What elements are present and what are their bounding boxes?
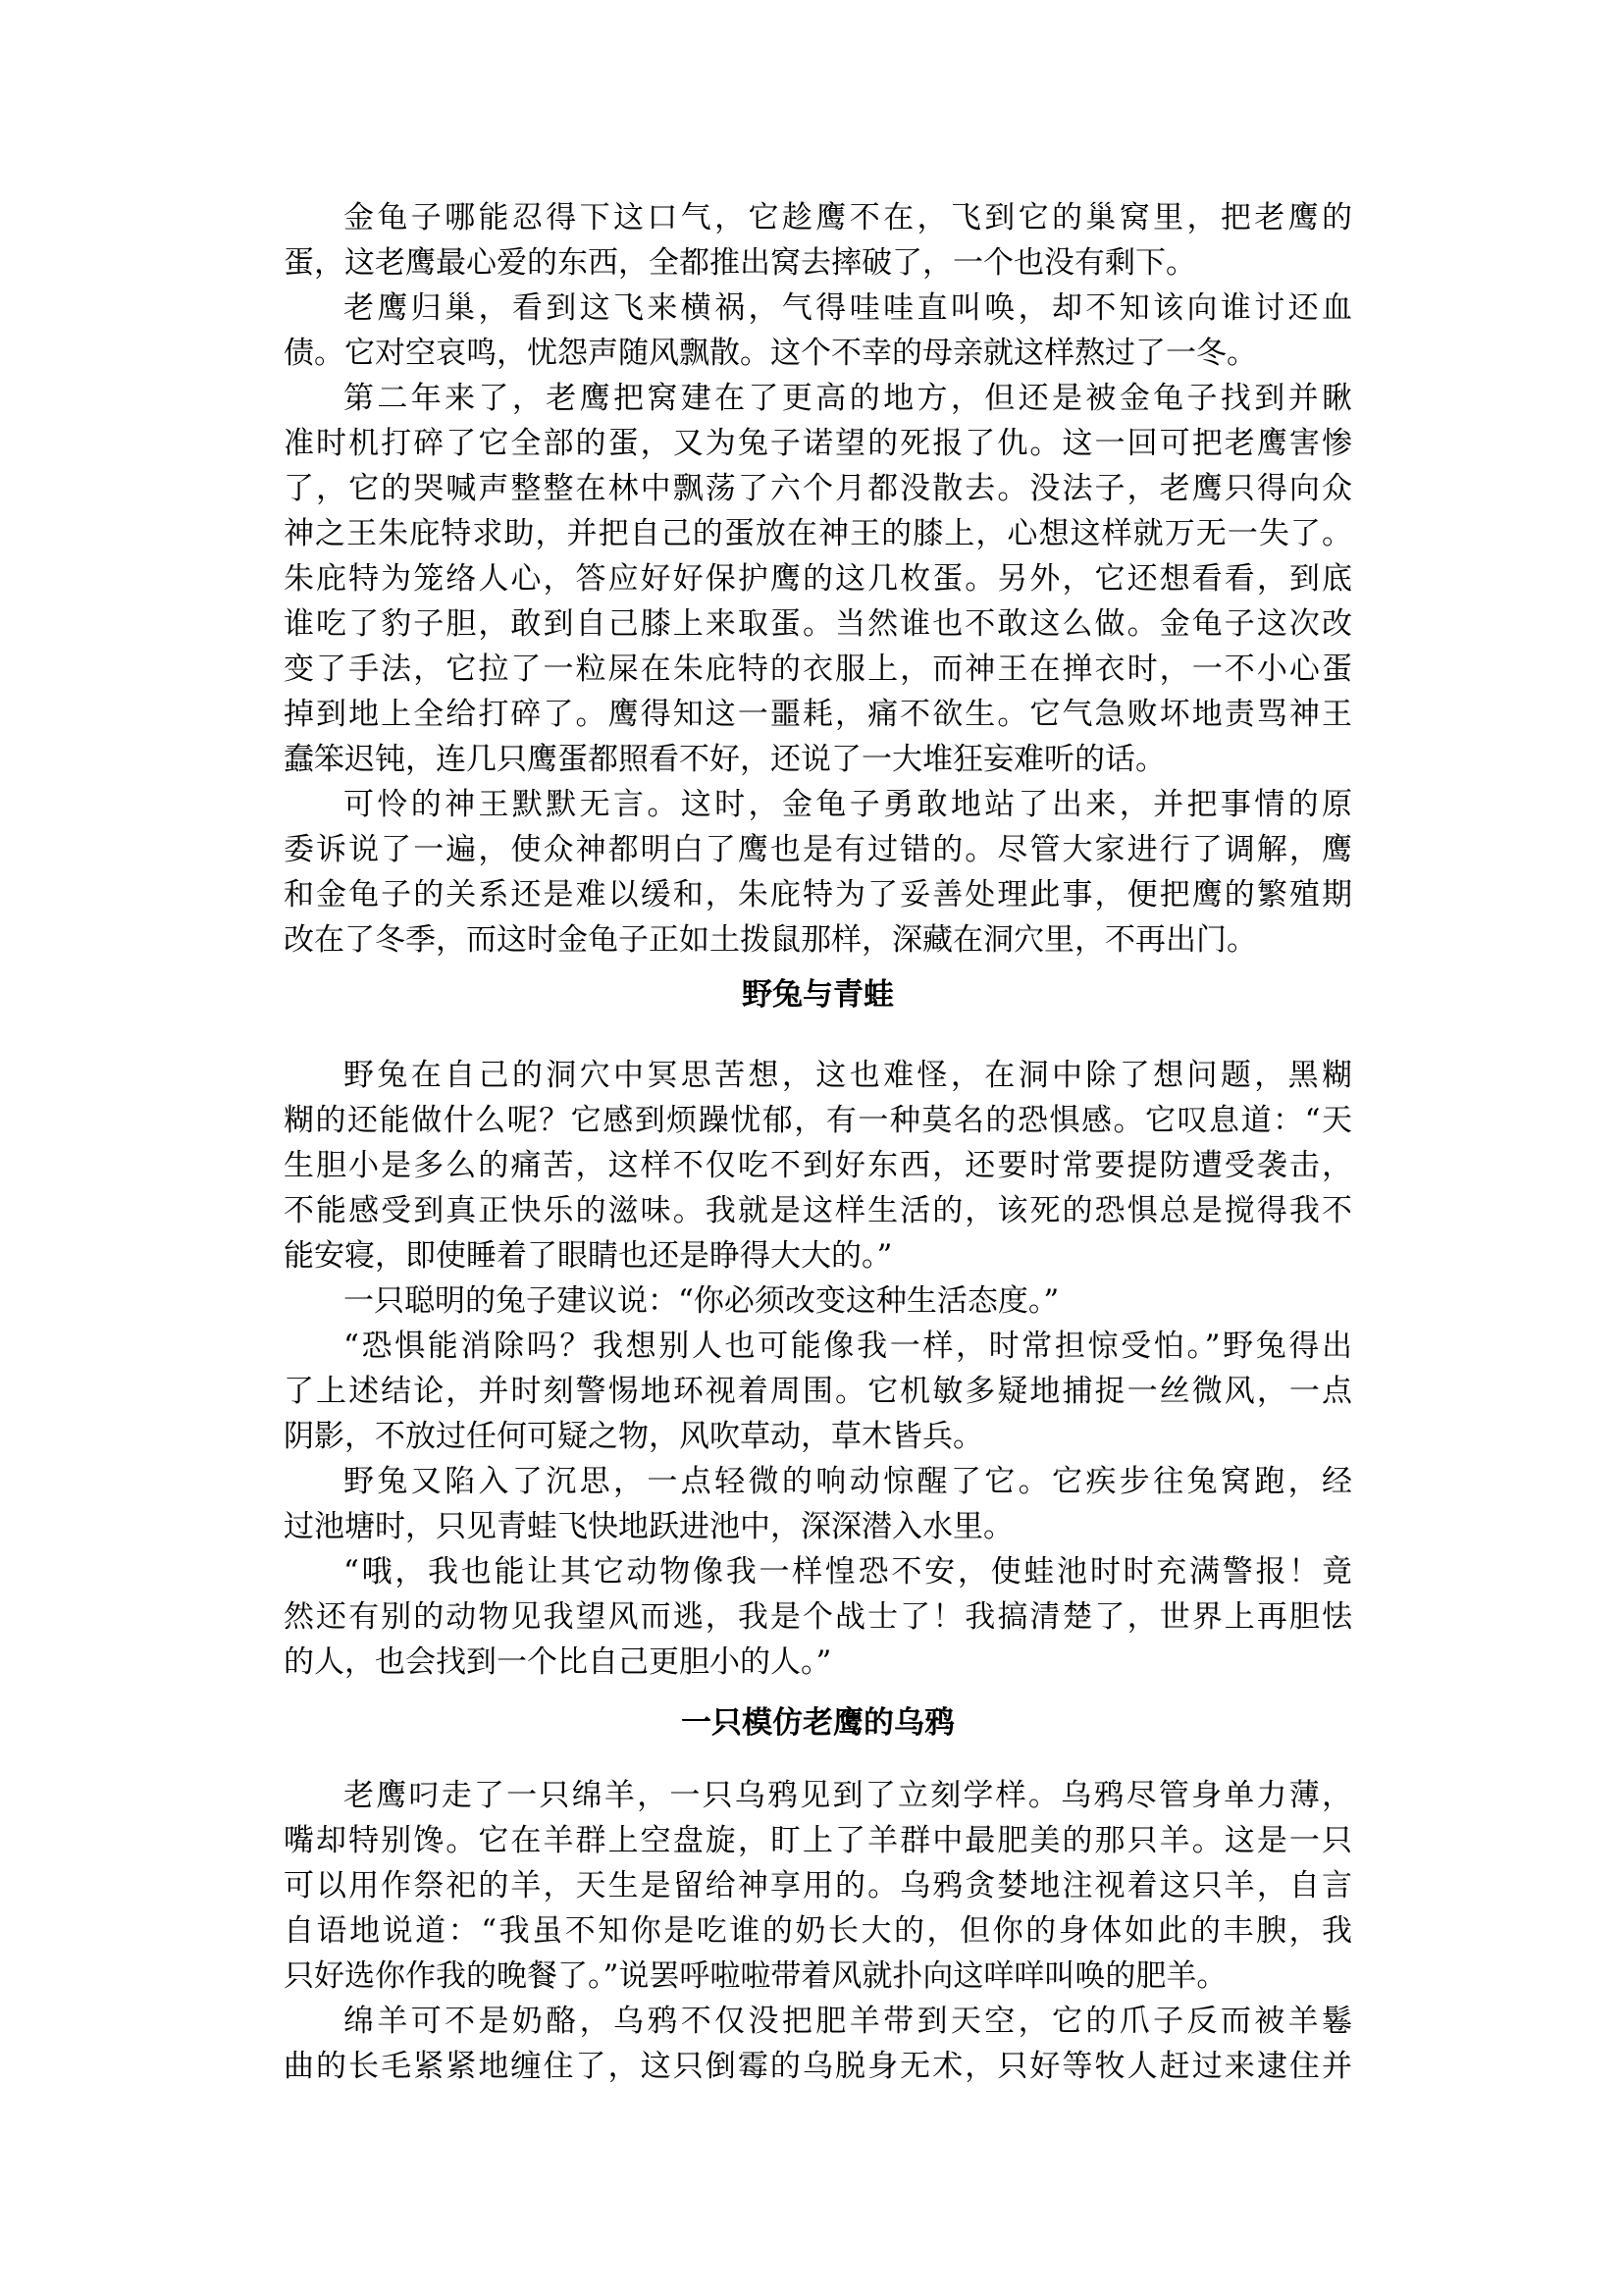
- text-line: 老鹰归巢，看到这飞来横祸，气得哇哇直叫唤，却不知该向谁讨还血: [343, 290, 1352, 326]
- text-line: 蛋，这老鹰最心爱的东西，全都推出窝去摔破了，一个也没有剩下。: [284, 245, 1196, 281]
- text-line: 变了手法，它拉了一粒屎在朱庇特的衣服上，而神王在掸衣时，一不小心蛋: [284, 652, 1352, 687]
- text-line: 掉到地上全给打碎了。鹰得知这一噩耗，痛不欲生。它气急败坏地责骂神王: [284, 697, 1352, 732]
- text-line: 曲的长毛紧紧地缠住了，这只倒霉的乌脱身无术，只好等牧人赶过来逮住并: [284, 2049, 1352, 2084]
- section-title: 野兔与青蛙: [742, 977, 894, 1013]
- text-line: 绵羊可不是奶酪，乌鸦不仅没把肥羊带到天空，它的爪子反而被羊鬈: [343, 2004, 1352, 2039]
- text-line: “恐惧能消除吗？我想别人也可能像我一样，时常担惊受怕。”野兔得出: [343, 1329, 1352, 1364]
- text-line: 自语地说道：“我虽不知你是吃谁的奶长大的，但你的身体如此的丰腴，我: [284, 1913, 1352, 1949]
- text-line: 委诉说了一遍，使众神都明白了鹰也是有过错的。尽管大家进行了调解，鹰: [284, 832, 1352, 867]
- text-line: 阴影，不放过任何可疑之物，风吹草动，草木皆兵。: [284, 1419, 983, 1454]
- text-line: 然还有别的动物见我望风而逃，我是个战士了！我搞清楚了，世界上再胆怯: [284, 1599, 1352, 1635]
- text-line: 改在了冬季，而这时金龟子正如土拨鼠那样，深藏在洞穴里，不再出门。: [284, 922, 1257, 958]
- text-line: 了上述结论，并时刻警惕地环视着周围。它机敏多疑地捕捉一丝微风，一点: [284, 1374, 1352, 1409]
- text-line: 第二年来了，老鹰把窝建在了更高的地方，但还是被金龟子找到并瞅: [343, 381, 1352, 416]
- text-line: 准时机打碎了它全部的蛋，又为兔子诺望的死报了仇。这一回可把老鹰害惨: [284, 426, 1352, 461]
- text-line: 神之王朱庇特求助，并把自己的蛋放在神王的膝上，心想这样就万无一失了。: [284, 516, 1352, 551]
- text-line: 朱庇特为笼络人心，答应好好保护鹰的这几枚蛋。另外，它还想看看，到底: [284, 561, 1352, 597]
- text-line: 野兔又陷入了沉思，一点轻微的响动惊醒了它。它疾步往兔窝跑，经: [343, 1464, 1352, 1499]
- text-line: “哦，我也能让其它动物像我一样惶恐不安，使蛙池时时充满警报！竟: [343, 1554, 1352, 1590]
- text-line: 了，它的哭喊声整整在林中飘荡了六个月都没散去。没法子，老鹰只得向众: [284, 471, 1352, 506]
- text-line: 谁吃了豹子胆，敢到自己膝上来取蛋。当然谁也不敢这么做。金龟子这次改: [284, 606, 1352, 642]
- text-line: 糊的还能做什么呢？它感到烦躁忧郁，有一种莫名的恐惧感。它叹息道：“天: [284, 1103, 1352, 1138]
- text-line: 可以用作祭祀的羊，天生是留给神享用的。乌鸦贪婪地注视着这只羊，自言: [284, 1868, 1352, 1903]
- text-line: 嘴却特别馋。它在羊群上空盘旋，盯上了羊群中最肥美的那只羊。这是一只: [284, 1823, 1352, 1858]
- text-line: 能安寝，即使睡着了眼睛也还是睁得大大的。”: [284, 1238, 893, 1274]
- text-line: 野兔在自己的洞穴中冥思苦想，这也难怪，在洞中除了想问题，黑糊: [343, 1058, 1352, 1093]
- text-line: 一只聪明的兔子建议说：“你必须改变这种生活态度。”: [343, 1283, 1060, 1319]
- text-line: 金龟子哪能忍得下这口气，它趁鹰不在，飞到它的巢窝里，把老鹰的: [343, 200, 1352, 235]
- text-line: 可怜的神王默默无言。这时，金龟子勇敢地站了出来，并把事情的原: [343, 787, 1352, 822]
- text-line: 老鹰叼走了一只绵羊，一只乌鸦见到了立刻学样。乌鸦尽管身单力薄，: [343, 1778, 1352, 1813]
- text-line: 过池塘时，只见青蛙飞快地跃进池中，深深潜入水里。: [284, 1509, 1014, 1544]
- text-line: 生胆小是多么的痛苦，这样不仅吃不到好东西，还要时常要提防遭受袭击，: [284, 1148, 1352, 1183]
- text-line: 的人，也会找到一个比自己更胆小的人。”: [284, 1644, 832, 1680]
- text-line: 债。它对空哀鸣，忧怨声随风飘散。这个不幸的母亲就这样熬过了一冬。: [284, 336, 1257, 371]
- text-line: 不能感受到真正快乐的滋味。我就是这样生活的，该死的恐惧总是搅得我不: [284, 1193, 1352, 1228]
- text-line: 和金龟子的关系还是难以缓和，朱庇特为了妥善处理此事，便把鹰的繁殖期: [284, 877, 1352, 912]
- text-line: 蠢笨迟钝，连几只鹰蛋都照看不好，还说了一大堆狂妄难听的话。: [284, 742, 1166, 777]
- section-title: 一只模仿老鹰的乌鸦: [681, 1705, 955, 1741]
- text-line: 只好选你作我的晚餐了。”说罢呼啦啦带着风就扑向这咩咩叫唤的肥羊。: [284, 1958, 1228, 1994]
